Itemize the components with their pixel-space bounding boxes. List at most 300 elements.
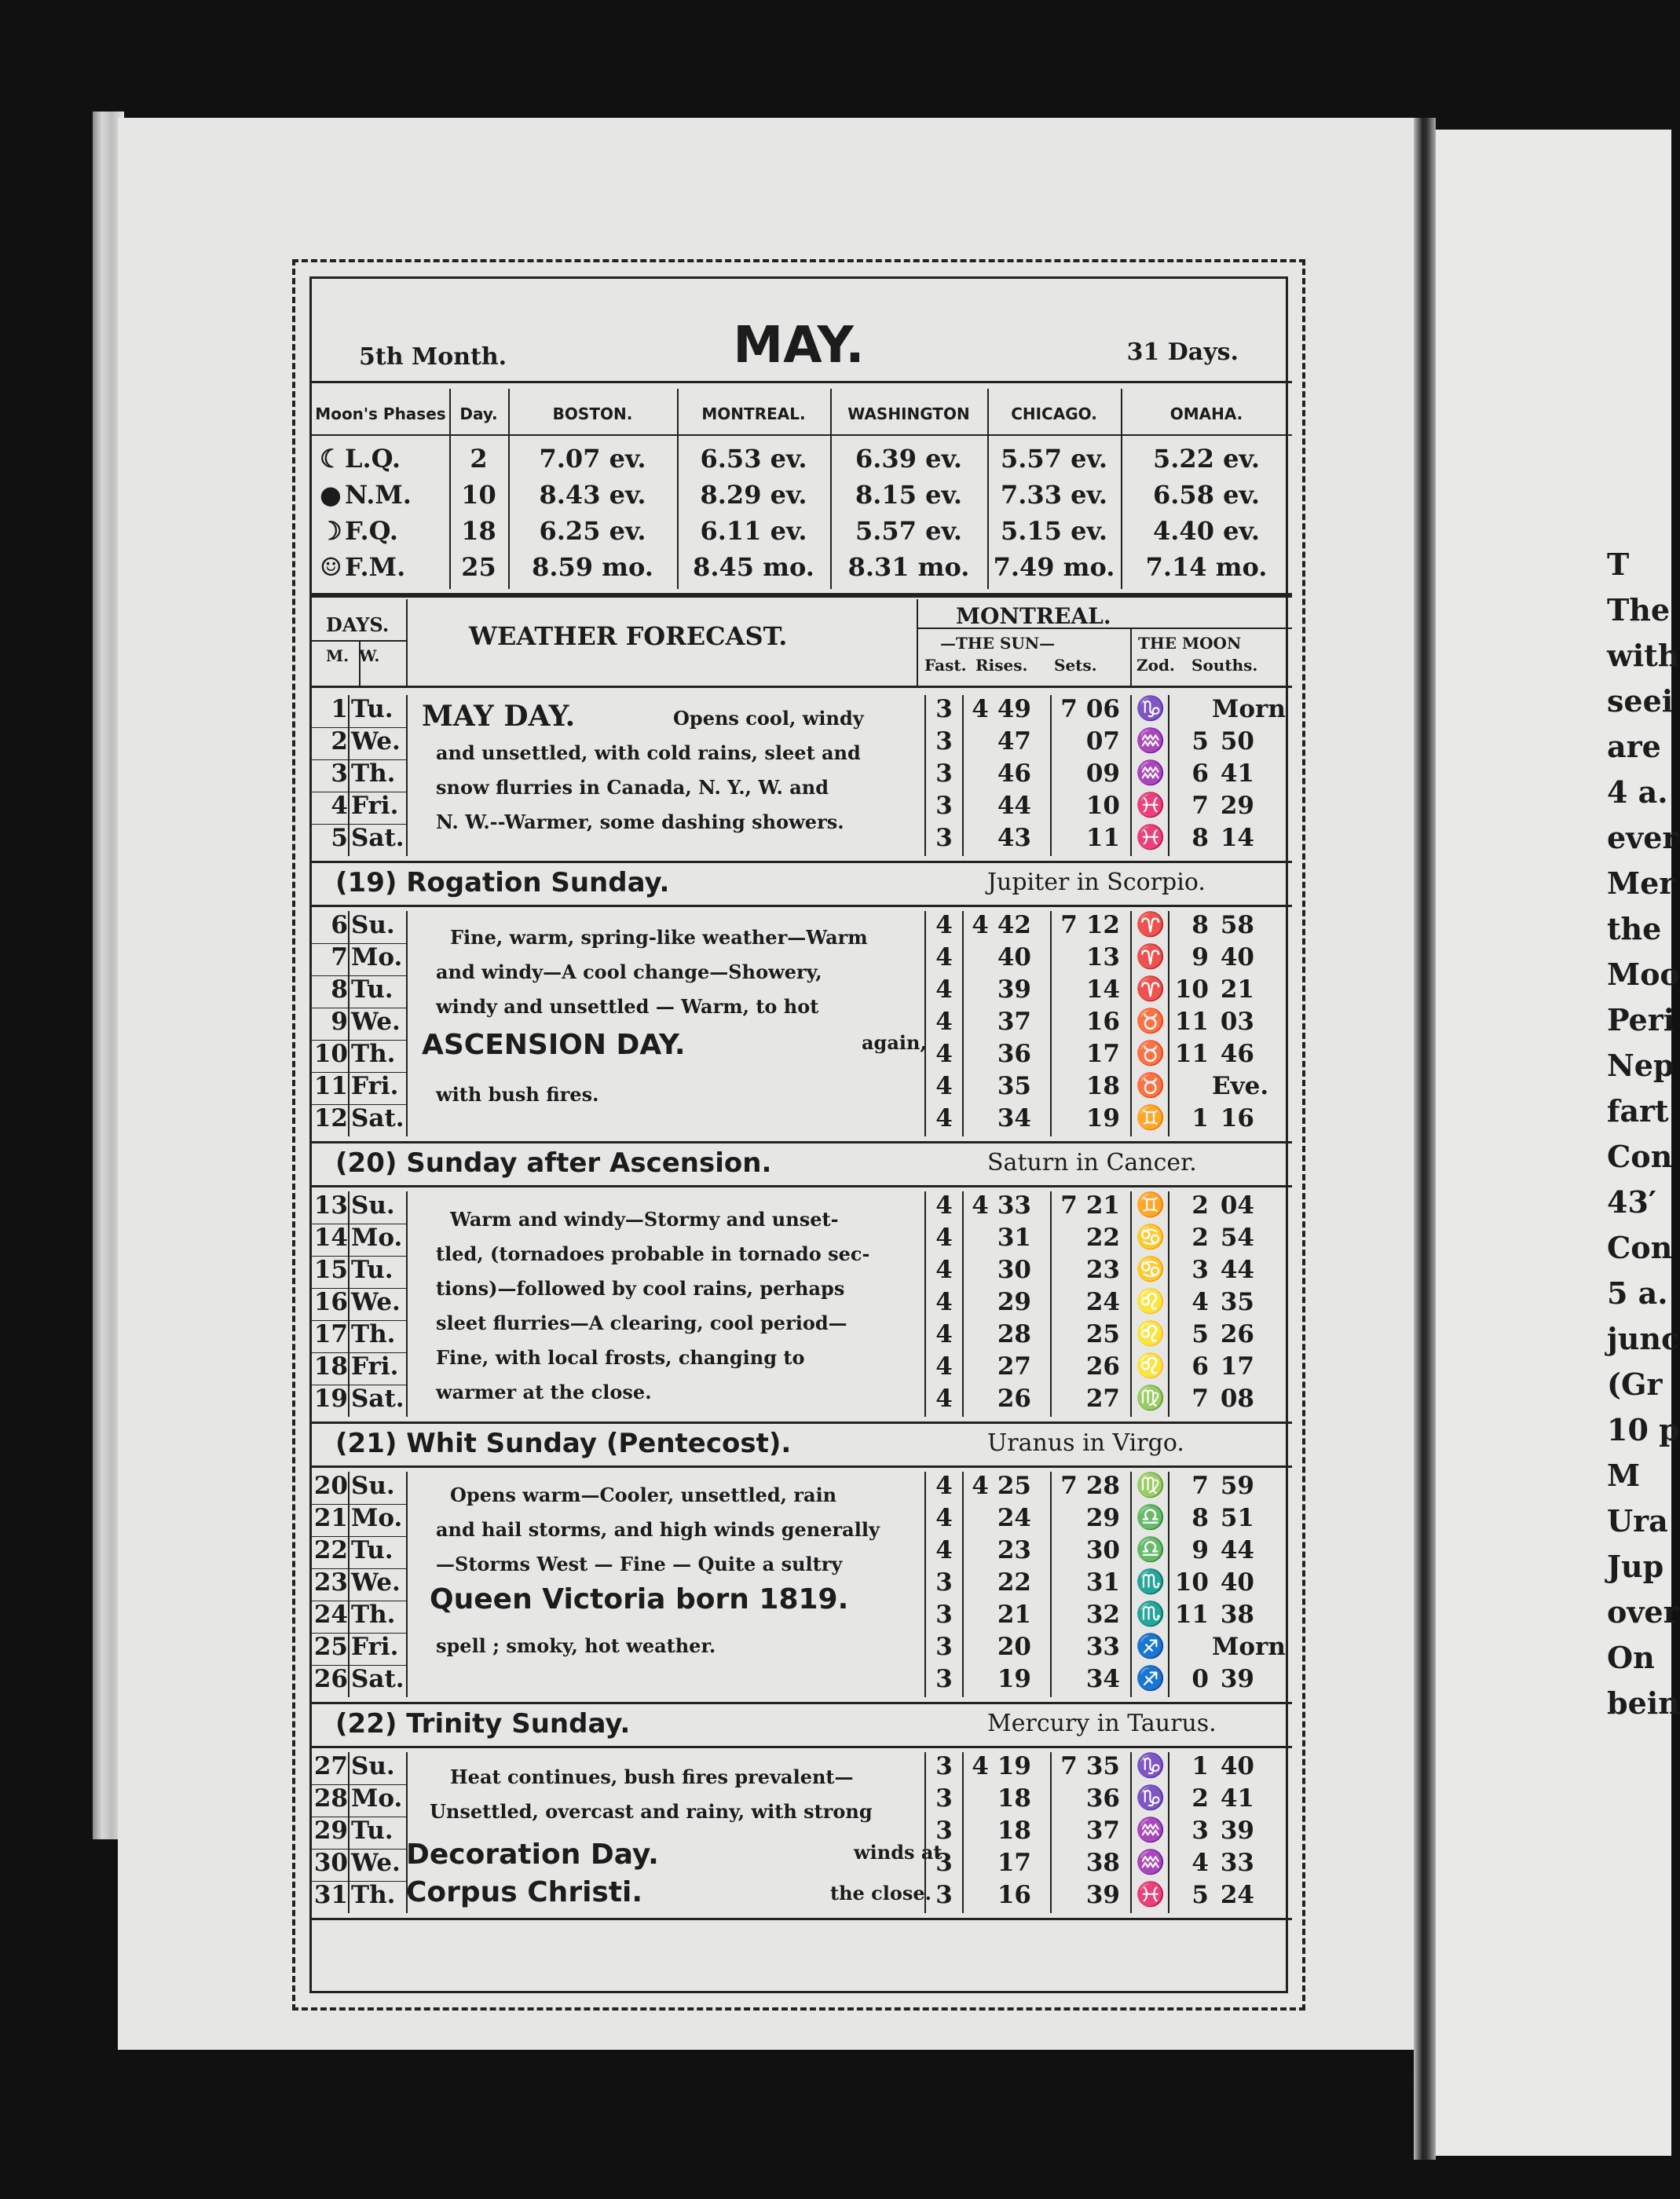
right-page-text-fragment: 10 p <box>1607 1412 1680 1447</box>
zodiac-sign-icon: ♉ <box>1136 1072 1166 1100</box>
sunset-minute: 16 <box>1085 1008 1120 1036</box>
fast-minutes: 3 <box>935 792 953 820</box>
fast-minutes: 4 <box>935 1352 953 1381</box>
right-page-text-fragment: Con <box>1607 1230 1673 1265</box>
moon-south-hour: 6 <box>1191 759 1209 788</box>
column-line <box>1050 695 1052 856</box>
montreal-col-header: MONTREAL. <box>701 404 806 423</box>
weekday-name: Sat. <box>351 1104 404 1132</box>
right-page-text-fragment: seei <box>1607 683 1674 719</box>
fast-minutes: 3 <box>935 1568 953 1597</box>
zodiac-sign-icon: ♑ <box>1136 1752 1166 1780</box>
moon-south-minute: 26 <box>1220 1320 1254 1348</box>
right-page-text-fragment: Moo <box>1607 957 1680 992</box>
column-line <box>1130 911 1132 1136</box>
zodiac-sign-icon: ♉ <box>1136 1040 1166 1067</box>
moon-south-hour: 3 <box>1191 1817 1209 1845</box>
fast-minutes: 4 <box>935 1472 953 1500</box>
moon-south-minute: 44 <box>1220 1256 1254 1284</box>
sunset-minute: 11 <box>1085 824 1120 852</box>
day-number: 6 <box>331 911 348 939</box>
week-bottom-rule <box>312 1918 1292 1920</box>
phase-time-cell: 8.59 mo. <box>532 552 653 582</box>
day-row-rule <box>312 759 406 760</box>
day-number: 31 <box>313 1881 348 1909</box>
fast-header: Fast. <box>924 656 967 675</box>
right-page-text-fragment: Ura <box>1607 1503 1668 1539</box>
sunrise-minute: 34 <box>997 1104 1031 1132</box>
column-line <box>348 1472 350 1697</box>
section-rule <box>312 1465 1292 1468</box>
planet-note: Mercury in Taurus. <box>987 1710 1217 1737</box>
phase-header-rule <box>312 434 1292 436</box>
fast-minutes: 4 <box>935 975 953 1004</box>
moon-south-hour: 0 <box>1191 1665 1209 1693</box>
zodiac-sign-icon: ♒ <box>1136 727 1166 755</box>
day-row-rule <box>312 1784 406 1785</box>
weekday-header: W. <box>359 646 380 665</box>
column-line <box>924 1472 926 1697</box>
moon-south-minute: 17 <box>1220 1352 1254 1381</box>
zodiac-sign-icon: ♍ <box>1136 1472 1166 1499</box>
day-number: 17 <box>313 1320 348 1348</box>
phase-time-cell: 18 <box>461 516 496 546</box>
moon-south-hour: 5 <box>1191 1881 1209 1909</box>
header-rule <box>312 381 1292 383</box>
weekday-name: Su. <box>351 1472 395 1500</box>
moon-south-hour: 4 <box>1191 1849 1209 1877</box>
day-number: 27 <box>313 1752 348 1780</box>
holiday-label: Corpus Christi. <box>406 1876 643 1908</box>
phase-time-cell: 5.57 ev. <box>855 516 962 546</box>
moon-south-minute: 40 <box>1220 943 1254 971</box>
weekday-name: Tu. <box>351 695 393 723</box>
fast-minutes: 4 <box>935 943 953 971</box>
phase-time-cell: 6.58 ev. <box>1153 480 1260 510</box>
column-line <box>1050 1472 1052 1697</box>
moon-south-minute: 51 <box>1220 1504 1254 1532</box>
weekday-name: Th. <box>351 1320 396 1348</box>
week-bottom-rule <box>312 1141 1292 1143</box>
fast-minutes: 4 <box>935 1385 953 1413</box>
sunset-minute: 30 <box>1085 1536 1120 1564</box>
column-line <box>962 695 964 856</box>
right-page-text-fragment: Con <box>1607 1139 1673 1174</box>
weekday-name: Su. <box>351 911 395 939</box>
sunrise-hour: 4 <box>972 695 989 723</box>
column-line <box>348 695 350 856</box>
fast-minutes: 3 <box>935 1784 953 1813</box>
day-row-rule <box>312 1881 406 1882</box>
forecast-line: and windy—A cool change—Showery, <box>436 960 822 983</box>
washington-col-header: WASHINGTON <box>847 404 970 423</box>
moon-south-hour: 5 <box>1191 727 1209 756</box>
day-number: 2 <box>331 727 348 756</box>
moon-south-hour: 8 <box>1191 1504 1209 1532</box>
fast-minutes: 3 <box>935 1817 953 1845</box>
sunrise-minute: 17 <box>997 1849 1031 1877</box>
phase-name: L.Q. <box>345 444 401 474</box>
day-number: 29 <box>313 1817 348 1845</box>
day-number: 1 <box>331 695 348 723</box>
zodiac-sign-icon: ♒ <box>1136 1849 1166 1876</box>
forecast-line: tled, (tornadoes probable in tornado sec- <box>436 1242 870 1265</box>
days-rule <box>312 640 406 642</box>
holiday-label: MAY DAY. <box>422 700 576 733</box>
first-quarter-moon-icon: ☽ <box>320 516 342 546</box>
right-page-text-fragment: the <box>1607 911 1662 946</box>
zodiac-sign-icon: ♒ <box>1136 759 1166 787</box>
weekday-name: Tu. <box>351 1256 393 1284</box>
forecast-line: and hail storms, and high winds generally <box>436 1518 880 1541</box>
souths-header: Souths. <box>1191 656 1258 675</box>
moon-south-minute: 24 <box>1220 1881 1254 1909</box>
sunset-minute: 34 <box>1085 1665 1120 1693</box>
fast-minutes: 4 <box>935 1008 953 1036</box>
moon-south-minute: 38 <box>1220 1601 1254 1629</box>
column-line <box>1130 628 1132 686</box>
moon-south-minute: 04 <box>1220 1191 1254 1220</box>
weekday-name: We. <box>351 1008 401 1036</box>
sunrise-minute: 21 <box>997 1601 1031 1629</box>
weekday-name: Fri. <box>351 792 399 820</box>
day-row-rule <box>312 1849 406 1850</box>
forecast-line: Fine, with local frosts, changing to <box>436 1346 805 1369</box>
day-number: 11 <box>313 1072 348 1100</box>
forecast-line: windy and unsettled — Warm, to hot <box>436 995 819 1018</box>
right-page-text-fragment: T <box>1607 547 1630 582</box>
day-row-rule <box>312 1104 406 1105</box>
chicago-col-header: CHICAGO. <box>1011 404 1097 423</box>
column-line <box>1050 911 1052 1136</box>
column-line <box>1050 1752 1052 1913</box>
moon-south-hour: 9 <box>1191 943 1209 971</box>
sunrise-minute: 43 <box>997 824 1031 852</box>
sunset-minute: 24 <box>1085 1288 1120 1316</box>
planet-note: Saturn in Cancer. <box>987 1149 1197 1176</box>
sunrise-hour: 4 <box>972 1191 989 1220</box>
moon-south-minute: 14 <box>1220 824 1254 852</box>
day-number: 13 <box>313 1191 348 1220</box>
planet-note: Jupiter in Scorpio. <box>987 869 1206 896</box>
day-number: 14 <box>313 1224 348 1252</box>
zodiac-sign-icon: ♑ <box>1136 695 1166 723</box>
day-number: 4 <box>331 792 348 820</box>
right-page-text-fragment: 43′ <box>1607 1184 1656 1220</box>
column-line <box>962 911 964 1136</box>
zodiac-sign-icon: ♐ <box>1136 1665 1166 1692</box>
phase-time-cell: 8.43 ev. <box>539 480 646 510</box>
weekday-name: Th. <box>351 1881 396 1909</box>
forecast-line: Fine, warm, spring-like weather—Warm <box>450 926 868 949</box>
sunset-minute: 27 <box>1085 1385 1120 1413</box>
last-quarter-moon-icon: ☾ <box>320 444 342 474</box>
moon-phases-col-header: Moon's Phases <box>315 404 446 423</box>
fast-minutes: 4 <box>935 1040 953 1068</box>
sunset-minute: 36 <box>1085 1784 1120 1813</box>
right-page-text-fragment: Peri <box>1607 1002 1675 1037</box>
fast-minutes: 4 <box>935 1504 953 1532</box>
right-page-text-fragment: Mer <box>1607 865 1675 901</box>
column-line <box>924 1191 926 1417</box>
fast-minutes: 3 <box>935 1633 953 1661</box>
sunrise-minute: 40 <box>997 943 1031 971</box>
moon-south-minute: 40 <box>1220 1568 1254 1597</box>
sunrise-minute: 20 <box>997 1633 1031 1661</box>
phase-time-cell: 8.31 mo. <box>847 552 970 582</box>
fast-minutes: 3 <box>935 824 953 852</box>
sunset-minute: 37 <box>1085 1817 1120 1845</box>
weekday-name: Sat. <box>351 1665 404 1693</box>
phase-time-cell: 4.40 ev. <box>1153 516 1260 546</box>
sunset-hour: 7 <box>1060 1752 1078 1780</box>
day-number: 22 <box>313 1536 348 1564</box>
column-line <box>962 1191 964 1417</box>
weekday-name: Su. <box>351 1191 395 1220</box>
moon-south-minute: 33 <box>1220 1849 1254 1877</box>
page-title: MAY. <box>733 316 865 375</box>
zodiac-sign-icon: ♋ <box>1136 1256 1166 1283</box>
column-line <box>1130 1191 1132 1417</box>
day-number: 20 <box>313 1472 348 1500</box>
phase-time-cell: 6.25 ev. <box>539 516 646 546</box>
day-number: 10 <box>313 1040 348 1068</box>
forecast-line: with bush fires. <box>436 1083 599 1106</box>
weekday-name: Tu. <box>351 975 393 1004</box>
moon-south-minute: 58 <box>1220 911 1254 939</box>
weekday-name: Su. <box>351 1752 395 1780</box>
zodiac-sign-icon: ♊ <box>1136 1104 1166 1132</box>
moon-south-hour: 3 <box>1191 1256 1209 1284</box>
day-number: 26 <box>313 1665 348 1693</box>
section-rule <box>312 905 1292 907</box>
moon-south-hour: 10 <box>1174 1568 1209 1597</box>
sunset-minute: 22 <box>1085 1224 1120 1252</box>
moon-south-minute: 59 <box>1220 1472 1254 1500</box>
day-row-rule <box>312 1352 406 1353</box>
moon-south-hour: 2 <box>1191 1784 1209 1813</box>
fast-minutes: 4 <box>935 1288 953 1316</box>
sunrise-minute: 16 <box>997 1881 1031 1909</box>
day-row-rule <box>312 1072 406 1073</box>
weekday-name: Fri. <box>351 1633 399 1661</box>
sunset-minute: 29 <box>1085 1504 1120 1532</box>
moon-south-hour: 1 <box>1191 1752 1209 1780</box>
right-page-text-fragment: fart <box>1607 1093 1669 1129</box>
column-line <box>1168 911 1169 1136</box>
weekday-name: Mo. <box>351 1504 403 1532</box>
forecast-line: Heat continues, bush fires prevalent— <box>450 1765 854 1788</box>
column-line <box>1168 1472 1169 1697</box>
moon-south-minute: 35 <box>1220 1288 1254 1316</box>
zodiac-sign-icon: ♈ <box>1136 975 1166 1003</box>
forecast-line: sleet flurries—A clearing, cool period— <box>436 1312 847 1334</box>
full-moon-icon: ☺ <box>320 552 342 582</box>
day-number: 5 <box>331 824 348 852</box>
right-page-text-fragment: On <box>1607 1640 1655 1675</box>
calendar-header-bottom <box>312 686 1292 688</box>
week-bottom-rule <box>312 861 1292 863</box>
day-row-rule <box>312 1256 406 1257</box>
fast-minutes: 3 <box>935 1601 953 1629</box>
planet-note: Uranus in Virgo. <box>987 1429 1184 1457</box>
sunset-minute: 26 <box>1085 1352 1120 1381</box>
sunset-minute: 23 <box>1085 1256 1120 1284</box>
column-line <box>962 1472 964 1697</box>
column-line <box>1168 1191 1169 1417</box>
day-number: 19 <box>313 1385 348 1413</box>
column-line <box>406 1191 408 1417</box>
moon-south-hour: 7 <box>1191 1472 1209 1500</box>
phase-time-cell: 8.45 mo. <box>693 552 814 582</box>
zodiac-sign-icon: ♈ <box>1136 943 1166 971</box>
almanac-frame <box>292 259 1305 2011</box>
section-rule <box>312 1746 1292 1748</box>
zodiac-sign-icon: ♋ <box>1136 1224 1166 1251</box>
moon-south-hour: 9 <box>1191 1536 1209 1564</box>
moon-header: THE MOON <box>1138 634 1242 653</box>
zodiac-sign-icon: ♈ <box>1136 911 1166 939</box>
sunset-hour: 7 <box>1060 911 1078 939</box>
sunset-minute: 21 <box>1085 1191 1120 1220</box>
sunset-minute: 32 <box>1085 1601 1120 1629</box>
forecast-line: —Storms West — Fine — Quite a sultry <box>436 1553 843 1575</box>
fast-minutes: 4 <box>935 1536 953 1564</box>
sunset-hour: 7 <box>1060 695 1078 723</box>
day-row-rule <box>312 727 406 728</box>
zod-header: Zod. <box>1136 656 1175 675</box>
phase-name: N.M. <box>345 480 412 510</box>
sunday-title: (22) Trinity Sunday. <box>335 1708 631 1740</box>
zodiac-sign-icon: ♌ <box>1136 1288 1166 1315</box>
weekday-name: Sat. <box>351 824 404 852</box>
sunrise-minute: 37 <box>997 1008 1031 1036</box>
day-row-rule <box>312 1665 406 1666</box>
forecast-line: N. W.--Warmer, some dashing showers. <box>436 810 844 833</box>
weekday-name: Fri. <box>351 1352 399 1381</box>
day-row-rule <box>312 975 406 976</box>
phase-time-cell: 7.14 mo. <box>1145 552 1268 582</box>
moon-south-minute: 03 <box>1220 1008 1254 1036</box>
day-number: 12 <box>313 1104 348 1132</box>
sunrise-minute: 23 <box>997 1536 1031 1564</box>
sunset-minute: 18 <box>1085 1072 1120 1100</box>
holiday-label: Decoration Day. <box>406 1839 659 1871</box>
day-number: 3 <box>331 759 348 788</box>
day-number: 8 <box>331 975 348 1004</box>
day-col-header: Day. <box>459 404 498 423</box>
day-row-rule <box>312 943 406 944</box>
column-line <box>406 911 408 1136</box>
sunset-minute: 17 <box>1085 1040 1120 1068</box>
montreal-rule <box>917 628 1292 629</box>
phase-time-cell: 5.22 ev. <box>1153 444 1260 474</box>
zodiac-sign-icon: ♒ <box>1136 1817 1166 1844</box>
sunrise-minute: 25 <box>997 1472 1031 1500</box>
week-bottom-rule <box>312 1421 1292 1424</box>
sunrise-minute: 19 <box>997 1752 1031 1780</box>
weekday-name: Fri. <box>351 1072 399 1100</box>
zodiac-sign-icon: ♏ <box>1136 1601 1166 1628</box>
column-line <box>359 640 361 686</box>
moon-south-hour: 1 <box>1191 1104 1209 1132</box>
day-row-rule <box>312 1633 406 1634</box>
sunrise-minute: 27 <box>997 1352 1031 1381</box>
forecast-line: warmer at the close. <box>436 1381 652 1403</box>
section-rule <box>312 1185 1292 1187</box>
moon-south-hour: 11 <box>1174 1601 1209 1629</box>
column-line <box>406 1752 408 1913</box>
phase-time-cell: 7.07 ev. <box>539 444 646 474</box>
zodiac-sign-icon: ♑ <box>1136 1784 1166 1812</box>
zodiac-sign-icon: ♍ <box>1136 1385 1166 1412</box>
sunrise-minute: 22 <box>997 1568 1031 1597</box>
weekday-name: Th. <box>351 1040 396 1068</box>
fast-minutes: 4 <box>935 1256 953 1284</box>
moon-south-hour: 2 <box>1191 1224 1209 1252</box>
right-page-text-fragment: Jup <box>1607 1549 1664 1584</box>
right-page-text-fragment: (Gr <box>1607 1367 1663 1402</box>
moon-south-hour: 10 <box>1174 975 1209 1004</box>
fast-minutes: 3 <box>935 1665 953 1693</box>
right-page-text-fragment: bein <box>1607 1685 1680 1721</box>
sunrise-minute: 30 <box>997 1256 1031 1284</box>
fast-minutes: 4 <box>935 1320 953 1348</box>
zodiac-sign-icon: ♓ <box>1136 1881 1166 1908</box>
sunrise-minute: 29 <box>997 1288 1031 1316</box>
sunset-minute: 25 <box>1085 1320 1120 1348</box>
days-header: DAYS. <box>326 613 390 636</box>
right-page-text-fragment: junc <box>1607 1321 1680 1356</box>
sunset-hour: 7 <box>1060 1472 1078 1500</box>
zodiac-sign-icon: ♐ <box>1136 1633 1166 1660</box>
day-number: 18 <box>313 1352 348 1381</box>
day-number: 23 <box>313 1568 348 1597</box>
sunrise-minute: 19 <box>997 1665 1031 1693</box>
weekday-name: Th. <box>351 759 396 788</box>
weekday-name: We. <box>351 1849 401 1877</box>
sunday-title: (20) Sunday after Ascension. <box>335 1147 772 1179</box>
column-line <box>406 695 408 856</box>
moon-south-minute: Morn <box>1212 1633 1286 1661</box>
column-line <box>917 599 918 686</box>
column-line <box>1168 695 1169 856</box>
day-row-rule <box>312 1568 406 1569</box>
weekday-name: We. <box>351 1288 401 1316</box>
moon-south-minute: 40 <box>1220 1752 1254 1780</box>
moon-south-hour: 6 <box>1191 1352 1209 1381</box>
sunrise-minute: 18 <box>997 1784 1031 1813</box>
day-number: 15 <box>313 1256 348 1284</box>
zodiac-sign-icon: ♌ <box>1136 1352 1166 1380</box>
moon-south-minute: 44 <box>1220 1536 1254 1564</box>
day-number: 25 <box>313 1633 348 1661</box>
phase-time-cell: 25 <box>461 552 496 582</box>
day-row-rule <box>312 1536 406 1537</box>
sunset-minute: 12 <box>1085 911 1120 939</box>
moon-south-minute: 41 <box>1220 759 1254 788</box>
moon-south-minute: 39 <box>1220 1817 1254 1845</box>
omaha-col-header: OMAHA. <box>1169 404 1243 423</box>
moon-south-hour: 8 <box>1191 824 1209 852</box>
sets-header: Sets. <box>1054 656 1097 675</box>
day-row-rule <box>312 1504 406 1505</box>
forecast-line: tions)—followed by cool rains, perhaps <box>436 1277 845 1300</box>
week-bottom-rule <box>312 1702 1292 1704</box>
sunrise-hour: 4 <box>972 911 989 939</box>
weekday-name: Th. <box>351 1601 396 1629</box>
moon-south-hour: 11 <box>1174 1040 1209 1068</box>
